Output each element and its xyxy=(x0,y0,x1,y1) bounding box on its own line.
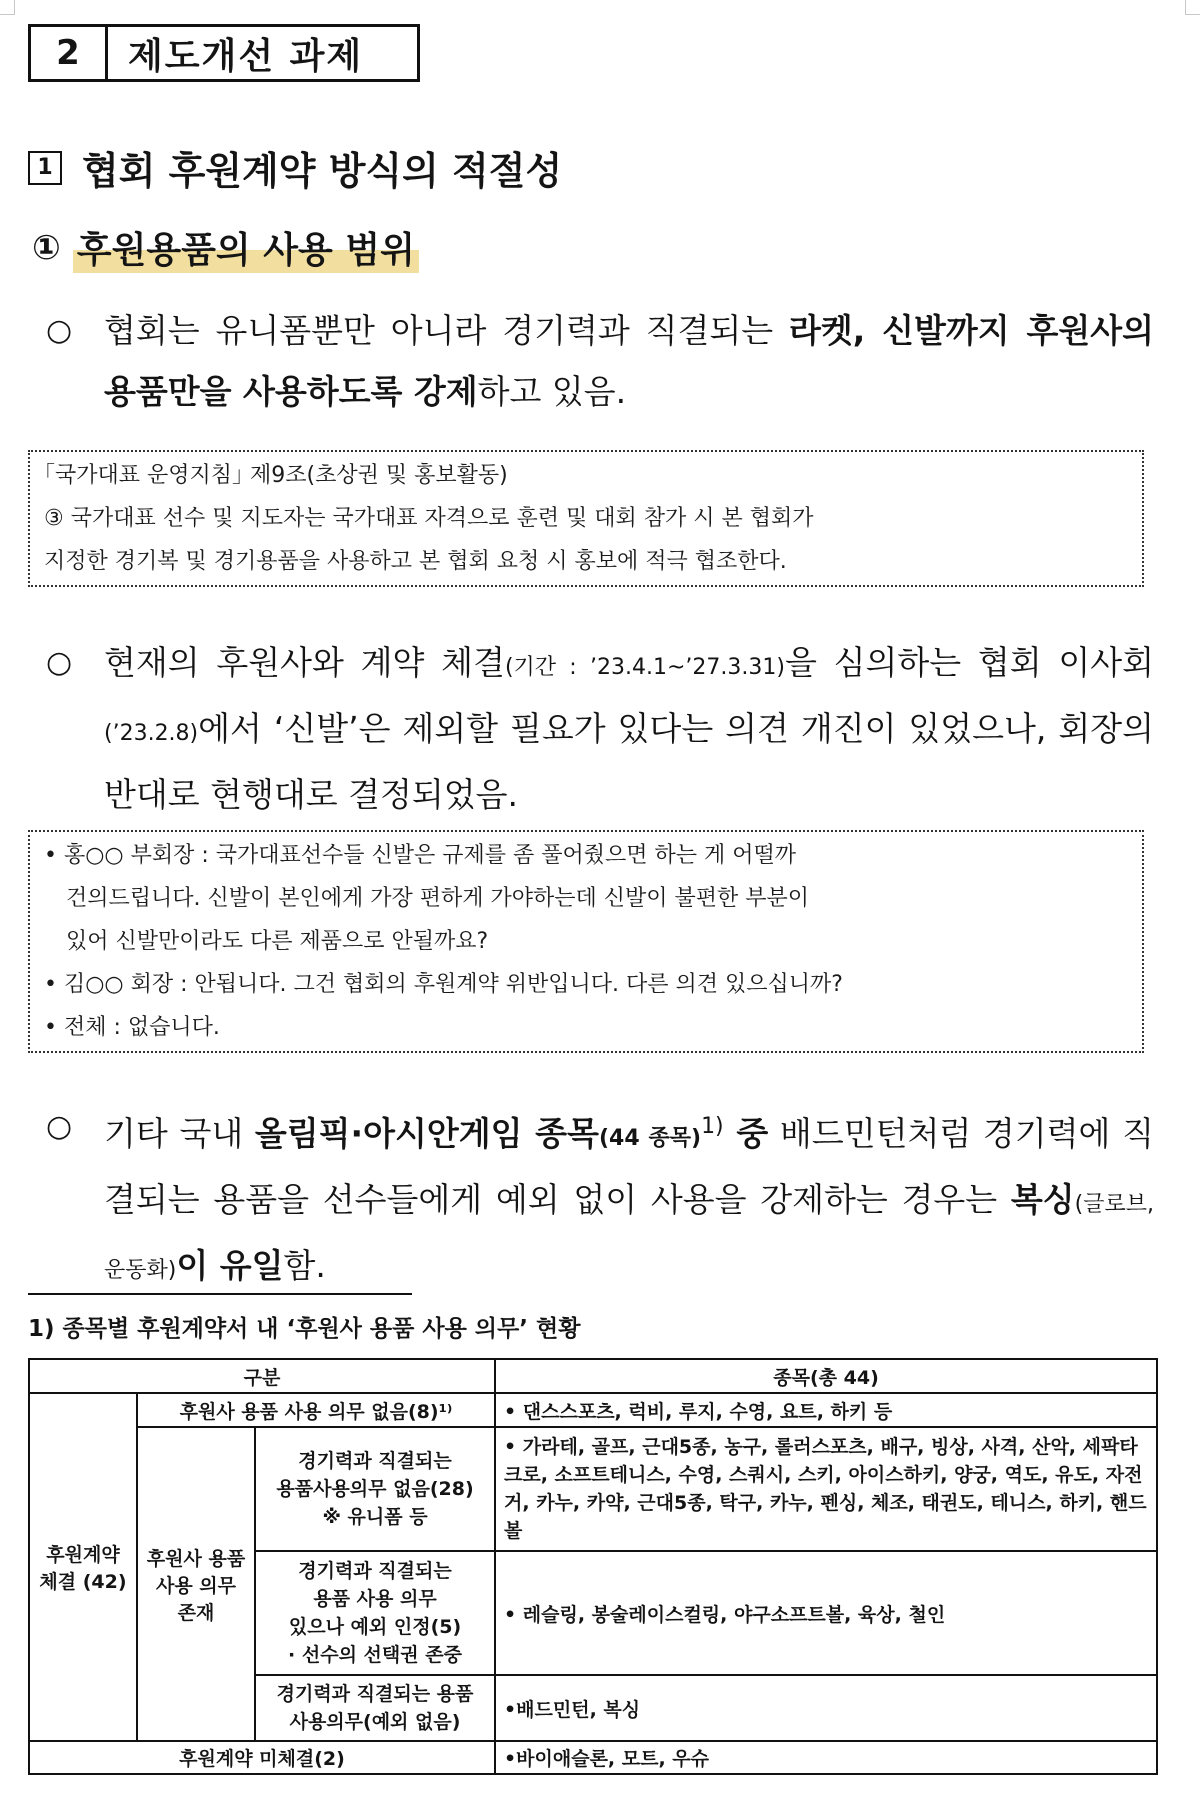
row-label-line: 경기력과 직결되는 용품 xyxy=(276,1683,474,1705)
row-label-line: 사용의무(예외 없음) xyxy=(289,1711,461,1733)
table-header-row xyxy=(29,1359,1157,1393)
circled-number-marker: ① xyxy=(32,227,61,268)
row-sports: • 가라테, 골프, 근대5종, 농구, 롤러스포츠, 배구, 빙상, 사격, 산악, 세팍타크로, 소프트테니스, 수영, 스쿼시, 스키, 아이스하키, 양궁, 역도, 유도, 자전거, 카누, 카약, 근대5종, 탁구, 카누, 펜싱, 체조, 태권도, 테니스, 하키, 핸드볼 xyxy=(495,1427,1157,1551)
text-run: 을 심의하는 협회 이사회 xyxy=(784,643,1155,682)
bullet-circle: ○ xyxy=(46,313,73,348)
footnote-ref: 1) xyxy=(701,1114,724,1139)
bullet-circle: ○ xyxy=(46,1109,73,1144)
small-run: (’23.2.8) xyxy=(104,721,199,746)
row-label-line: 용품사용의무 없음(28) xyxy=(276,1478,474,1500)
row-sports: • 레슬링, 봉술레이스컬링, 야구소프트볼, 육상, 철인 xyxy=(495,1551,1157,1675)
row-sports: •바이애슬론, 모트, 우슈 xyxy=(495,1741,1157,1774)
header-sports: 종목(총 44) xyxy=(495,1359,1157,1393)
minutes-line: • 전체 : 없습니다. xyxy=(44,1015,220,1040)
footnote-rule xyxy=(28,1293,412,1295)
subsection-title: 협회 후원계약 방식의 적절성 xyxy=(82,149,563,193)
small-run: (글로브, 운동화) xyxy=(104,1192,1154,1283)
header-category: 구분 xyxy=(29,1359,495,1393)
small-run: (기간 : ’23.4.1~’27.3.31) xyxy=(504,655,785,680)
section-title: 제도개선 과제 xyxy=(128,35,364,77)
minutes-line: • 김○○ 회장 : 안됩니다. 그건 협회의 후원계약 위반입니다. 다른 의견 있으십니까? xyxy=(44,972,843,997)
row-label-line: 경기력과 직결되는 xyxy=(298,1560,452,1582)
text-run: 함. xyxy=(283,1246,326,1285)
bold-run: 라켓, 신발까지 후원사의 용품만을 사용하도록 강제 xyxy=(104,311,1154,411)
subsection-heading xyxy=(28,140,562,195)
table-row xyxy=(29,1393,1157,1427)
row-label-line: 용품 사용 의무 xyxy=(313,1588,437,1610)
page-corner-mark xyxy=(0,0,15,15)
topic-heading xyxy=(32,222,419,273)
paragraph-other-sports xyxy=(46,1096,1154,1301)
row-label-line: · 선수의 선택권 존중 xyxy=(288,1644,462,1666)
table-row xyxy=(29,1427,1157,1551)
bullet-circle: ○ xyxy=(46,645,73,680)
bold-run: 올림픽·아시안게임 종목 xyxy=(254,1114,599,1153)
row-sports: • 댄스스포츠, 럭비, 루지, 수영, 요트, 하키 등 xyxy=(495,1393,1157,1427)
paragraph-uniform-racket xyxy=(46,300,1154,422)
bold-run: 이 유일 xyxy=(176,1246,284,1285)
page-corner-mark xyxy=(1185,0,1200,15)
row-label xyxy=(255,1675,495,1741)
text-run: 배드민턴처럼 경기력에 직결되는 용품을 선수들에게 예외 없이 사용을 강제하는 경우는 xyxy=(104,1114,1154,1219)
section-number: 2 xyxy=(31,27,108,79)
group-label: 후원계약 체결 (42) xyxy=(29,1393,137,1741)
small-run: (44 종목) xyxy=(598,1126,702,1151)
row-label-line: ※ 유니폼 등 xyxy=(322,1506,428,1528)
table-row xyxy=(29,1741,1157,1774)
paragraph-text xyxy=(104,300,1154,422)
sub-group-label: 후원사 용품사용 의무 존재 xyxy=(137,1427,255,1741)
text-run: 하고 있음. xyxy=(477,372,627,411)
meeting-minutes-box xyxy=(28,830,1144,1053)
text-run: 에서 ‘신발’은 제외할 필요가 있다는 의견 개진이 있었으나, 회장의 반대로 현행대로 결정되었음. xyxy=(104,709,1154,814)
row-sports: •배드민턴, 복싱 xyxy=(495,1675,1157,1741)
row-label-line: 경기력과 직결되는 xyxy=(298,1450,452,1472)
paragraph-text xyxy=(104,1096,1154,1301)
row-label: 후원사 용품 사용 의무 없음(8)¹⁾ xyxy=(137,1393,495,1427)
row-label xyxy=(255,1427,495,1551)
row-label xyxy=(255,1551,495,1675)
row-label: 후원계약 미체결(2) xyxy=(29,1741,495,1774)
footnote: 1) 종목별 후원계약서 내 ‘후원사 용품 사용 의무’ 현황 xyxy=(28,1316,581,1342)
minutes-line: • 홍○○ 부회장 : 국가대표선수들 신발은 규제를 좀 풀어줬으면 하는 게 어떨까 xyxy=(44,843,797,868)
text-run: 협회는 유니폼뿐만 아니라 경기력과 직결되는 xyxy=(104,311,789,350)
minutes-line: 건의드립니다. 신발이 본인에게 가장 편하게 가야하는데 신발이 불편한 부분이 xyxy=(66,886,810,911)
section-heading xyxy=(28,24,420,82)
row-label-line: 있으나 예외 인정(5) xyxy=(288,1616,462,1638)
bold-run: 중 xyxy=(723,1114,769,1153)
paragraph-board-meeting xyxy=(46,632,1154,825)
boxed-number-marker: 1 xyxy=(28,151,62,185)
quote-line: 지정한 경기복 및 경기용품을 사용하고 본 협회 요청 시 홍보에 적극 협조한다. xyxy=(44,549,787,574)
paragraph-text xyxy=(104,632,1154,825)
quote-line: ③ 국가대표 선수 및 지도자는 국가대표 자격으로 훈련 및 대회 참가 시 본 협회가 xyxy=(44,506,814,531)
sponsorship-table xyxy=(28,1358,1158,1775)
topic-title: 후원용품의 사용 범위 xyxy=(73,222,419,273)
text-run: 기타 국내 xyxy=(104,1114,255,1153)
bold-run: 복싱 xyxy=(1010,1180,1075,1219)
minutes-line: 있어 신발만이라도 다른 제품으로 안될까요? xyxy=(66,929,489,954)
text-run: 현재의 후원사와 계약 체결 xyxy=(104,643,505,682)
quote-line: ｢국가대표 운영지침｣ 제9조(초상권 및 홍보활동) xyxy=(44,463,508,488)
regulation-quote-box xyxy=(28,450,1144,587)
